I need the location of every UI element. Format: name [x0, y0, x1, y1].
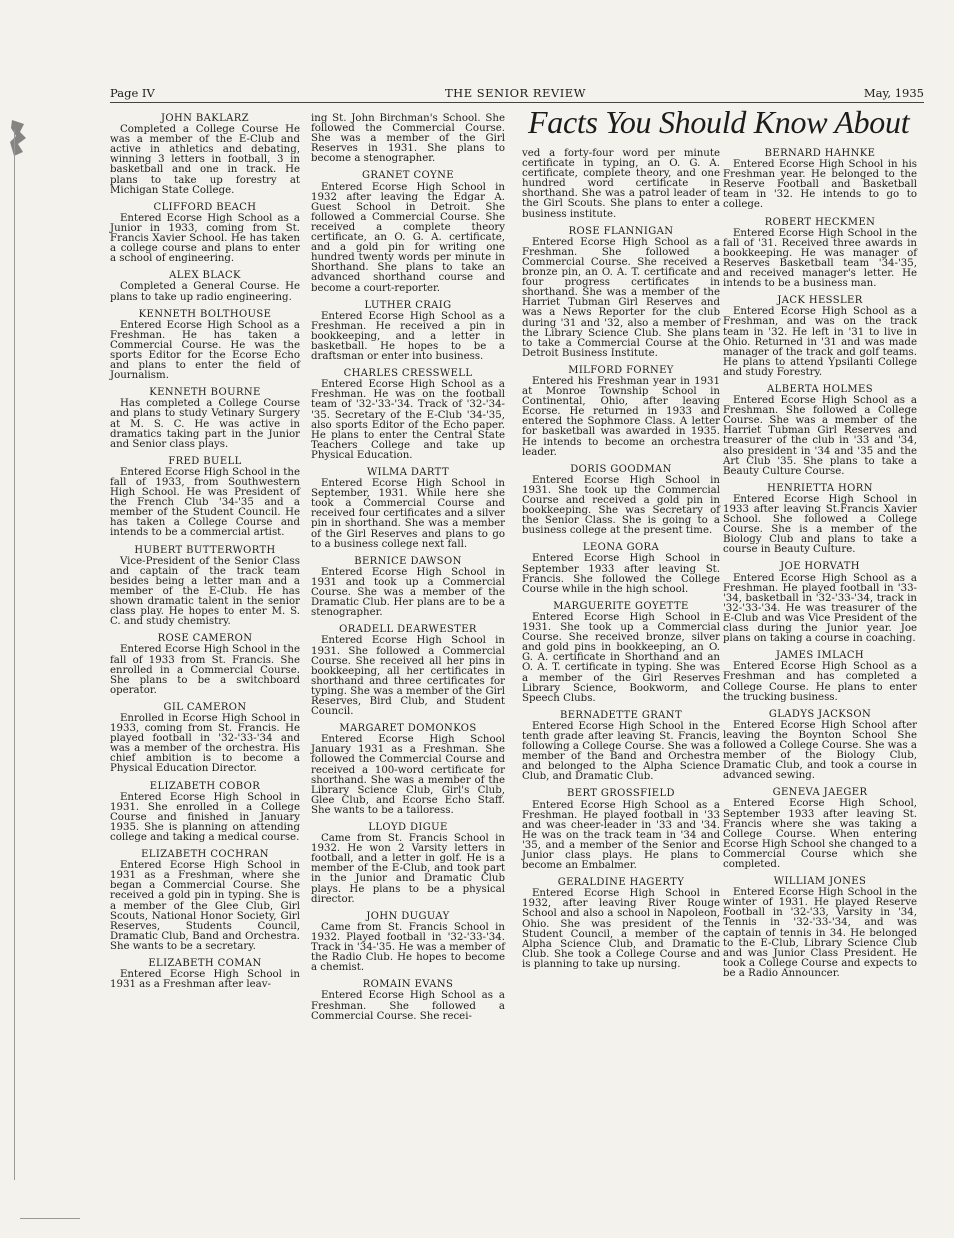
student-bio: Entered Ecorse High School in the fall of 1933 from St. Francis. She enrolled in a Commercial Course. She plans to be a switchboard operator.	[110, 644, 300, 696]
student-bio: Entered Ecorse High School in 1931. She took up a Commercial Course. She received bronze, silver and gold pins in bookkeeping, an O. G. A. certificate in Shorthand and an O. A. T. certificate in typing. She was a member of the Girl Reserves Library Science, Bookworm, and Speech Clubs.	[522, 611, 720, 704]
student-bio: Entered Ecorse High School in September 1933 after leaving St. Francis. She followed the College Course while in the high school.	[522, 553, 720, 595]
issue-date: May, 1935	[863, 86, 924, 100]
student-name: HENRIETTA HORN	[767, 482, 873, 494]
student-name: GENEVA JAEGER	[772, 787, 868, 799]
student-bio: Entered Ecorse High School in 1933 after leaving St.Francis Xavier School. She followed a College Course. She is a member of the Biology Club and plans to take a course in Beauty Culture.	[723, 493, 917, 556]
margin-binding-mark	[8, 118, 28, 158]
student-entry	[311, 912, 505, 974]
student-name: MARGUERITE GOYETTE	[553, 600, 689, 612]
student-bio: Entered Ecorse High School as a Freshman. She followed a College Course. She was a member of the Harriet Tubman Girl Reserves and treasurer of the club in '33 and '34, also president in '34 and '35 and the Art Club '35. She plans to take a Beauty Culture Course.	[723, 395, 917, 477]
student-name: WILMA DARTT	[366, 467, 450, 478]
student-bio: Entered Ecorse High School in 1932, after leaving River Rouge School and also a school in Napoleon, Ohio. She was president of the Student Council, a member of the Alpha Science Club, and Dramatic Club. She took a College Course and is planning to take up nursing.	[522, 888, 720, 970]
student-entry	[311, 557, 505, 619]
page-headline: Facts You Should Know About	[528, 104, 910, 140]
student-name: MARGARET DOMONKOS	[339, 723, 477, 735]
student-entry	[110, 959, 300, 990]
student-bio: Entered Ecorse High School in the tenth grade after leaving St. Francis, following a College Course. She was a member of the Band and Orchestra and belonged to the Alpha Science Club, and Dramatic Club.	[522, 720, 720, 783]
student-bio: Entered Ecorse High School as a Freshman. He received a pin in bookkeeping, and a letter in basketball. He hopes to be a draftsman or enter into business.	[311, 310, 505, 363]
student-bio: Entered Ecorse High School in 1931 and took up a Commercial Course. She was a member of the Dramatic Club. Her plans are to be a stenographer.	[311, 566, 505, 619]
student-name: BERT GROSSFIELD	[567, 788, 675, 800]
student-entry	[110, 850, 300, 952]
student-entry	[522, 227, 720, 359]
student-entry	[110, 203, 300, 265]
student-name: JOHN DUGUAY	[366, 910, 450, 922]
student-bio: Entered Ecorse High School as a Freshman. He played football in '33 and was cheer-leader in '33 and '34. He was on the track team in '34 and '35, and a member of the Senior and Junior class plays. He plans to become an Embalmer.	[522, 799, 720, 872]
student-bio: Entered Ecorse High School in 1931. She followed a Commercial Course. She received all her pins in bookkeeping, all her certificates in shorthand and three certificates for typing. She was a member of the Girl Reserves, Bird Club, and Student Council.	[311, 635, 505, 718]
column-3	[522, 149, 720, 977]
student-bio: Entered Ecorse High School as a Freshman. He has taken a Commercial Course. He was the sports Editor for the Ecorse Echo and plans to enter the field of Journalism.	[110, 319, 300, 382]
student-name: BERNARD HAHNKE	[764, 148, 876, 159]
margin-bottom-line	[20, 1218, 80, 1219]
student-bio: Entered Ecorse High School in 1931. She took up the Commercial Course and received a gold pin in bookkeeping. She was Secretary of the Senior Class. She is going to a business college at the present time.	[522, 474, 720, 537]
student-name: LLOYD DIGUE	[368, 822, 448, 833]
column-4	[723, 149, 917, 986]
student-bio: Entered Ecorse High School in the fall of 1933, from Southwestern High School. He was President of the French Club '34-'35 and a member of the Student Council. He has taken a College Course and intends to be a commercial artist.	[110, 466, 300, 539]
student-name: ROSE CAMERON	[157, 633, 253, 645]
student-entry	[522, 149, 720, 220]
student-name: ROBERT HECKMEN	[764, 216, 876, 228]
student-name: ELIZABETH COBOR	[149, 780, 261, 792]
student-bio: Entered Ecorse High School, September 1933 after leaving St. Francis where she was taking a College Course. When entering Ecorse High School she changed to a Commercial Course which she completed.	[723, 798, 917, 870]
student-name: CHARLES CRESSWELL	[343, 368, 473, 380]
student-bio: Entered Ecorse High School as a Freshman, and was on the track team in '32. He left in '31 to live in Ohio. Returned in '31 and was made manager of the track and golf teams. He plans to attend Ypsilanti College and study Forestry.	[723, 306, 917, 378]
student-name: ALEX BLACK	[169, 270, 241, 282]
student-bio: Came from St. Francis School in 1932. He won 2 Varsity letters in football, and a letter in golf. He is a member of the E-Club, and took part in the Junior and Dramatic Club plays. He plans to be a physical director.	[311, 833, 505, 905]
student-name: BERNADETTE GRANT	[559, 709, 683, 721]
student-entry	[311, 114, 505, 164]
student-entry	[522, 543, 720, 594]
student-name: JACK HESSLER	[777, 295, 863, 307]
student-bio: Enrolled in Ecorse High School in 1933, coming from St. Francis. He played football in '32-'33-'34 and was a member of the orchestra. His chief ambition is to become a Physical Education Director.	[110, 712, 300, 775]
student-name: MILFORD FORNEY	[568, 364, 674, 376]
student-bio: Has completed a College Course and plans to study Vetinary Surgery at M. S. C. He was active in dramatics taking part in the Junior and Senior class plays.	[110, 398, 300, 450]
student-name: GRANET COYNE	[362, 170, 454, 182]
student-entry	[723, 149, 917, 211]
column-1	[110, 114, 300, 997]
student-entry	[522, 711, 720, 783]
student-name: LUTHER CRAIG	[364, 299, 452, 311]
student-entry	[311, 625, 505, 717]
student-name: CLIFFORD BEACH	[153, 201, 257, 213]
student-name: JOE HORVATH	[780, 561, 860, 573]
student-entry	[110, 703, 300, 775]
student-entry	[723, 218, 917, 290]
header-rule	[110, 102, 924, 103]
student-entry	[723, 877, 917, 979]
page-number: Page IV	[110, 86, 155, 100]
student-entry	[110, 634, 300, 696]
student-entry	[723, 484, 917, 556]
student-bio: Entered Ecorse High School in 1931 as a Freshman after leav-	[110, 969, 300, 991]
newspaper-title: THE SENIOR REVIEW	[445, 86, 586, 100]
student-entry	[522, 366, 720, 458]
student-entry	[110, 457, 300, 539]
student-name: GIL CAMERON	[163, 701, 247, 713]
student-bio: Entered Ecorse High School in 1932 after leaving the Edgar A. Guest School in Detroit. She followed a Commercial Course. She received a complete theory certificate, an O. G. A. certificate, and a gold pin for writing one hundred twenty words per minute in Shorthand. She plans to take an advanced shorthand course and become a court-reporter.	[311, 181, 505, 294]
student-name: ROMAIN EVANS	[362, 979, 454, 991]
student-entry	[522, 602, 720, 704]
student-name: ALBERTA HOLMES	[767, 383, 873, 395]
student-entry	[110, 388, 300, 450]
student-bio: Entered his Freshman year in 1931 at Monroe Township School in Continental, Ohio, after leaving Ecorse. He returned in 1933 and entered the Sophmore Class. A letter for basketball was awarded in 1935. He intends to become an orchestra leader.	[522, 375, 720, 458]
student-entry	[522, 789, 720, 871]
student-entry	[723, 385, 917, 477]
student-entry	[110, 271, 300, 302]
student-bio: Entered Ecorse High School as a Freshman. She followed a Commercial Course. She received a bronze pin, an O. A. T. certificate and four progress certificates in shorthand. She was a member of the Harriet Tubman Girl Reserves and was a News Reporter for the club during '31 and '32, also a member of the Library Science Club. She plans to take a Commercial Course at the Detroit Business Institute.	[522, 236, 720, 359]
student-entry	[311, 980, 505, 1021]
student-name: KENNETH BOURNE	[149, 387, 261, 399]
student-name: HUBERT BUTTERWORTH	[134, 544, 276, 556]
student-name: DORIS GOODMAN	[570, 463, 672, 475]
student-entry	[110, 546, 300, 628]
student-bio: Entered Ecorse High School in the fall of '31. Received three awards in bookkeeping. He was manager of Reserves Basketball team '34-'35, and received manager's letter. He intends to be a business man.	[723, 227, 917, 290]
column-2	[311, 114, 505, 1029]
student-bio: Entered Ecorse High School as a Freshman. He played football in '33-'34, basketball in '32-'33-'34, track in '32-'33-'34. He was treasurer of the E-Club and was Vice President of the class during the Junior year. Joe plans on taking a course in coaching.	[723, 572, 917, 645]
student-name: WILLIAM JONES	[773, 876, 867, 888]
student-name: LEONA GORA	[582, 542, 660, 554]
student-entry	[522, 465, 720, 537]
student-bio: ved a forty-four word per minute certificate in typing, an O. G. A. certificate, complete theory, and one hundred word certificate in shorthand. She was a patrol leader of the Girl Scouts. She plans to enter a business institute.	[522, 148, 720, 220]
student-bio: Entered Ecorse High School in 1931. She enrolled in a College Course and finished in January 1935. She is planning on attending college and taking a medical course.	[110, 791, 300, 843]
student-name: ROSE FLANNIGAN	[568, 225, 674, 237]
student-bio: Entered Ecorse High School as a Freshman. He was on the football team of '32-'33-'34. Track of '32-'34-'35. Secretary of the E-Club '34-'35, also sports Editor of the Echo paper. He plans to enter the Central State Teachers College and take up Physical Education.	[311, 379, 505, 461]
student-bio: Entered Ecorse High School in the winter of 1931. He played Reserve Football in '32-'33, Varsity in '34, Tennis in '32-'33-'34, and was captain of tennis in 34. He belonged to the E-Club, Library Science Club and was Junior Class President. He took a College Course and expects to be a Radio Announcer.	[723, 887, 917, 979]
student-bio: Completed a General Course. He plans to take up radio engineering.	[110, 281, 300, 303]
student-name: ELIZABETH COMAN	[148, 958, 262, 970]
student-bio: Entered Ecorse High School in 1931 as a Freshman, where she began a Commercial Course. She received a gold pin in typing. She is a member of the Glee Club, Girl Scouts, National Honor Society, Girl Reserves, Students Council, Dramatic Club, Band and Orchestra. She wants to be a secretary.	[110, 860, 300, 952]
student-bio: Entered Ecorse High School in September, 1931. While here she took a Commercial Course and received four certificates and a silver pin in shorthand. She was a member of the Girl Reserves and plans to go to a business college next fall.	[311, 478, 505, 550]
student-name: KENNETH BOLTHOUSE	[138, 308, 272, 320]
student-name: JAMES IMLACH	[775, 650, 865, 662]
student-entry	[723, 296, 917, 378]
student-bio: Entered Ecorse High School as a Freshman. She followed a Commercial Course. She recei-	[311, 990, 505, 1022]
student-entry	[522, 878, 720, 970]
student-name: JOHN BAKLARZ	[160, 113, 250, 124]
student-entry	[723, 651, 917, 702]
student-name: GLADYS JACKSON	[768, 708, 872, 720]
student-entry	[311, 171, 505, 293]
student-entry	[723, 710, 917, 782]
student-entry	[110, 310, 300, 382]
student-bio: Came from St. Francis School in 1932. Played football in '32-'33-'34. Track in '34-'35. He was a member of the Radio Club. He hopes to become a chemist.	[311, 921, 505, 974]
student-bio: Entered Ecorse High School as a Junior in 1933, coming from St. Francis Xavier School. He has taken a college course and plans to enter a school of engineering.	[110, 212, 300, 265]
margin-fold-line	[14, 130, 15, 1180]
student-entry	[311, 468, 505, 550]
student-entry	[723, 562, 917, 644]
student-entry	[311, 369, 505, 461]
student-entry	[311, 301, 505, 363]
student-entry	[311, 823, 505, 905]
student-bio: ing St. John Birchman's School. She followed the Commercial Course. She was a member of the Girl Reserves in 1931. She plans to become a stenographer.	[311, 113, 505, 165]
student-bio: Entered Ecorse High School January 1931 as a Freshman. She followed the Commercial Course and received a 100-word certificate for shorthand. She was a member of the Library Science Club, Girl's Club, Glee Club, and Ecorse Echo Staff. She wants to be a tailoress.	[311, 734, 505, 816]
student-entry	[110, 782, 300, 844]
student-bio: Completed a College Course He was a member of the E-Club and active in athletics and debating, winning 3 letters in football, 3 in basketball and one in track. He plans to take up forestry at Michigan State College.	[110, 124, 300, 196]
student-bio: Entered Ecorse High School after leaving the Boynton School She followed a College Course. She was a member of the Biology Club, Dramatic Club, and took a course in advanced sewing.	[723, 719, 917, 782]
student-name: BERNICE DAWSON	[354, 555, 462, 567]
student-name: ORADELL DEARWESTER	[339, 624, 477, 636]
student-name: ELIZABETH COCHRAN	[141, 849, 269, 861]
student-entry	[110, 114, 300, 196]
student-entry	[311, 724, 505, 816]
student-bio: Entered Ecorse High School in his Freshman year. He belonged to the Reserve Football and Basketball team in '32. He intends to go to college.	[723, 159, 917, 211]
student-bio: Vice-President of the Senior Class and captain of the track team besides being a letter man and a member of the E-Club. He has shown dramatic talent in the senior class play. He hopes to enter M. S. C. and study chemistry.	[110, 555, 300, 628]
student-name: GERALDINE HAGERTY	[557, 877, 685, 889]
student-bio: Entered Ecorse High School as a Freshman and has completed a College Course. He plans to enter the trucking business.	[723, 661, 917, 703]
student-name: FRED BUELL	[168, 455, 242, 467]
student-entry	[723, 788, 917, 870]
